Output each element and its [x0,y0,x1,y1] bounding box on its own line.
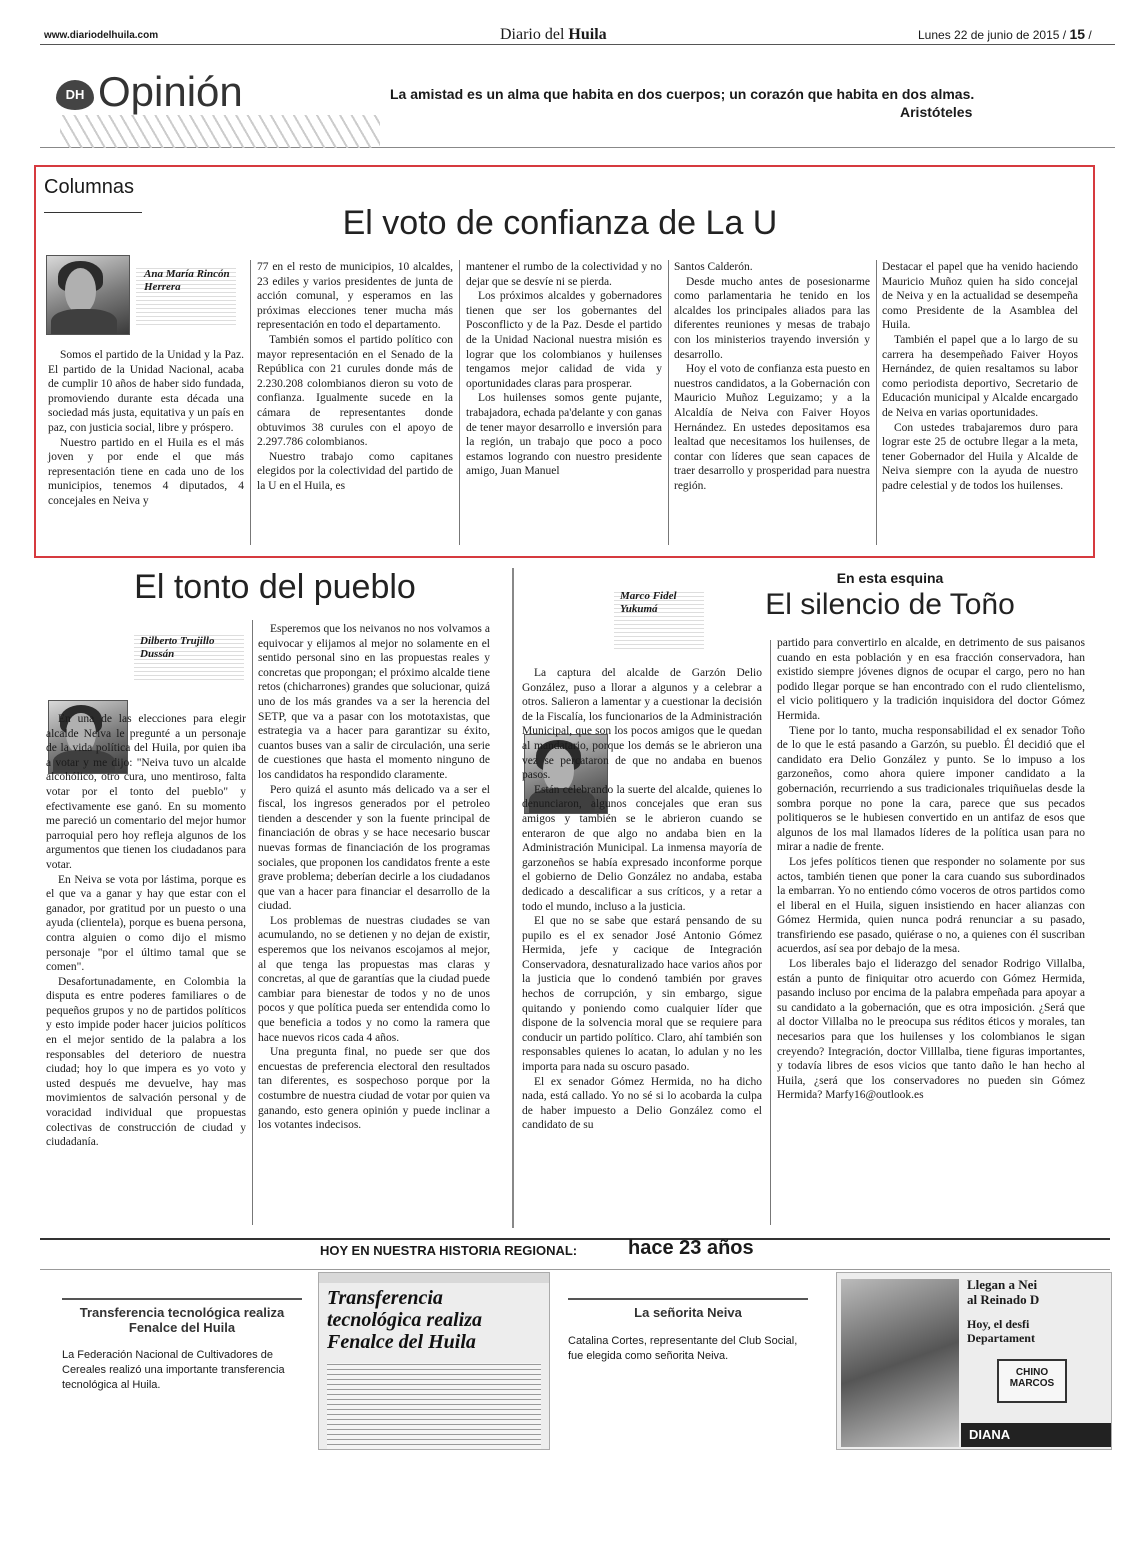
column-divider [459,260,460,545]
column3-col2 [777,636,1085,1103]
paragraph: mantener el rumbo de la colectividad y no dejar que se desvíe ni se pierda. [466,261,662,288]
column3-headline: El silencio de Toño [765,588,1015,621]
paragraph: Una pregunta final, no puede ser que dos encuestas de preferencia electoral den resultados tan diferentes, es sospechoso porque por la costumbre de nuestra ciudad de votar por quien va ganando, esto genera opinión y puede inclinar a los votantes indecisos. [258,1046,490,1132]
paragraph: Santos Calderón. [674,261,753,273]
column1-col2 [257,260,453,494]
paragraph: Los próximos alcaldes y gobernadores tienen que ser los gobernantes del Posconflicto y de la Paz. Desde el partido de la Unidad Nacional nuestra misión es lograr que los colombianos y huilenses tengamos mejor calidad de vida y oportunidades claras para prosperar. [466,290,662,390]
paragraph: Los huilenses somos gente pujante, trabajadora, echada pa'delante y con ganas de tener mayor desarrollo e inversión para la región, un trabajo que poco a poco estamos logrando con nuestro presidente amigo, Juan Manuel [466,392,662,478]
clip2-line1: Llegan a Nei [967,1277,1038,1292]
paragraph: Hoy el voto de confianza esta puesto en nuestros candidatos, a la Gobernación con Mauricio Muñoz Leguizamo; y a la Alcaldía de Neiva con Faiver Hoyos Hernández. En ustedes depositamos esa lealtad que necesitamos los huilenses, de contar con líderes que sean capaces de traer desarrollo y prosperidad para nuestra región. [674,363,870,492]
clip2-sub2: Departament [967,1331,1035,1345]
newspaper-name [500,26,607,44]
newspaper-name-bold: Huila [568,26,607,43]
column1-col5 [882,260,1078,494]
paragraph: Pero quizá el asunto más delicado va a ser el fiscal, los ingresos generados por el petroleo tienden a descender y son la fuente principal de financiación de obras y se hace necesario buscar nuevas formas de financiación de los programas sociales, que proponen los candidatos frente a este grave problema; deberían decirle a los ciudadanos que van a hacer para financiar el desarrollo de la ciudad. [258,783,490,913]
column-divider [250,260,251,545]
paragraph: Nuestro trabajo como capitanes elegidos por la colectividad del partido de la U en el Huila, es [257,450,453,492]
history-hace: hace 23 años [628,1237,754,1259]
date-text: Lunes 22 de junio de 2015 [918,28,1060,42]
paragraph: Tiene por lo tanto, mucha responsabilidad el ex senador Toño de lo que le está pasando a Garzón, su pueblo. Él decidió que el candidato era Delio González y punto. Se lo impuso a los garzoneños, como ahora quiere imponer candidato a la gobernación, recurriendo a sus tradicionales triquiñuelas desde la sombra porque no pone la cara, parece que sus pecados politiqueros se le hubiesen convertido en un antifaz de esos que algunos de los mal llamados líderes de la política usan para no mirar a nadie de frente. [777,724,1085,854]
author-name: Dilberto Trujillo Dussán [134,635,244,683]
history-rule [568,1298,808,1300]
dh-logo: DH [56,80,94,110]
paragraph: También el papel que a lo largo de su carrera ha desempeñado Faiver Hoyos Hernández, de quien resaltamos su labor como periodista deportivo, Secretario de Educación municipal y Alcalde encargado de Neiva en varias oportunidades. [882,333,1078,419]
paragraph: Esperemos que los neivanos no nos volvamos a equivocar y elijamos al mejor no solamente en el sentido personal sino en las propuestas reales y concretas que propongan; el próximo alcalde tiene retos (chicharrones) grandes que solucionar, quizá uno de los más grandes va a ser la herencia del SETP, que va a pasar con los mototaxistas, que estrategia va a hacer para garantizar su éxito, cuantos buses van a salir de circulación, una serie de cuestiones que hasta el momento ninguno de los candidatos ha respondido claramente. [258,623,490,781]
page-number: 15 [1069,26,1086,42]
section-quote: La amistad es un alma que habita en dos cuerpos; un corazón que habita en dos almas. [390,86,975,102]
column1-col3 [466,260,662,479]
author-name: Marco Fidel Yukumá [614,590,704,652]
clip2-sub1: Hoy, el desfi [967,1317,1030,1331]
paragraph: El ex senador Gómez Hermida, no ha dicho nada, está callado. Yo no sé si lo acobarda la culpa de haber impuesto a Delio González como el candidato de su [522,1075,762,1132]
paragraph: Están celebrando la suerte del alcalde, quienes lo denunciaron, algunos concejales que eran sus amigos y también se le abrieron cuando se enteraron de que algo no andaba bien en la Administración Municipal. La inmensa mayoría de garzoneños se había expresado inconforme porque el gobierno de Delio González no andaba, estaba dedicado a descalificar a sus críticos, y a retar a todo el mundo, incluso a la justicia. [522,783,762,913]
history-item2-text: Catalina Cortes, representante del Club Social, fue elegida como señorita Neiva. [568,1335,798,1362]
column1-headline: El voto de confianza de La U [342,204,778,242]
column-divider [770,640,771,1225]
column2-headline: El tonto del pueblo [134,568,416,606]
paragraph: Con ustedes trabajaremos duro para lograr este 25 de octubre llegar a la meta, tener Gobernador del Huila y Alcalde de Neiva siempre con la ayuda de nuestro padre celestial y de todos los huilenses. [882,421,1078,492]
column3-col1 [522,666,762,1133]
paragraph: partido para convertirlo en alcalde, en detrimento de sus paisanos cuando en esta población y en esa fracción conservadora, han existido siempre jóvenes dignos de ocupar el cargo, pero no han podido llegar porque se han encontrado con el rudo clientelismo, el vicio politiquero y la tradición inquisidora del doctor Gómez Hermida. [777,637,1085,722]
clipping-headline [967,1277,1039,1307]
history-rule [62,1298,302,1300]
column-divider [252,620,253,1225]
section-title: Opinión [98,68,243,115]
column-divider [876,260,877,545]
paragraph: Los liberales bajo el liderazgo del senador Rodrigo Villalba, están a punto de finiquitar otro acuerdo con Gómez Hermida, pasando incluso por encima de la palabra empeñada para apoyar a su candidato a la gobernación, que es otra imposición. ¿Será que al doctor Villalba no le preocupa sus réditos éticos y morales, tan necesarios para que los huilenses y los colombianos le sigan creyendo? Integración, doctor Villlalba, tiene figuras importantes, y todavía libres de esos vicios que tanto daño le han hecho al Huila, ¿será que los conservadores no pueden sin Gómez Hermida? Marfy16@outlook.es [777,958,1085,1102]
paragraph: Destacar el papel que ha venido haciendo Mauricio Muñoz quien ha sido concejal de Neiva y en la actualidad se desempeña como Presidente de la Asamblea del Huila. [882,261,1078,332]
columnas-rule [44,212,142,213]
column2-col1 [46,712,246,1150]
clip2-line2: al Reinado D [967,1292,1040,1307]
clipping-headline: Transferencia tecnológica realiza Fenalce del Huila [327,1287,482,1353]
paragraph: Los jefes políticos tienen que responder no solamente por sus actos, también tienen que poner la cara cuando sus subordinados la embarran. Yo no entiendo cómo voceros de otros partidos como el liberal en el Huila, siguen insistiendo en hacer alianzas con Gómez Hermida, quien nunca podrá renunciar a su pasado, transfiriendo ese pasado, quiérase o no, a quienes con él suscriban acuerdos, así sea por debajo de la mesa. [777,855,1085,956]
section-divider [512,568,514,1228]
paragraph: En Neiva se vota por lástima, porque es el que va a ganar y hay que estar con el ganador, por gratitud por un puesto o una ayuda (clientela), porque es buena persona, contra alguien o como dijo el mismo personaje "por el último tamal que se comen". [46,873,246,974]
site-url[interactable]: www.diariodelhuila.com [44,30,159,41]
author-name: Ana María Rincón Herrera [136,268,236,328]
quote-author: Aristóteles [900,104,973,120]
column1-col4 [674,260,870,494]
header-rule [40,44,1115,45]
author-photo [46,255,130,335]
history-clipping-1 [318,1272,550,1450]
column1-col1 [48,348,244,509]
paragraph: La captura del alcalde de Garzón Delio González, puso a llorar a algunos y a celebrar a otros. Salieron a lamentar y a cuestionar la decisión de la Fiscalía, los funcionarios de la Administración Municipal, que son los pocos amigos que le quedan al mandatario, porque los demás se le abrieron una vez se percataron de que no andaba en buenos pasos. [522,667,762,782]
paragraph: Desde mucho antes de posesionarme como parlamentaria he tenido en los alcaldes los principales aliados para las diferentes reuniones y mesas de trabajo con los ministerios trayendo inversión y desarrollo. [674,275,870,361]
columnas-label: Columnas [44,176,135,198]
issue-date: Lunes 22 de junio de 2015 / 15 / [918,26,1092,42]
history-label: HOY EN NUESTRA HISTORIA REGIONAL: [320,1243,578,1258]
history-item1-text: La Federación Nacional de Cultivadores de Cereales realizó una importante transferencia tecnológica al Huila. [62,1349,285,1391]
paragraph: El que no se sabe que estará pensando de su pupilo es el ex senador José Antonio Gómez Hermida, jefe y cacique de Integración Conservadora, desnaturalizado hace varios años por la justicia que lo condenó también por graves hechos de corrupción, y sin embargo, sigue quitando y poniendo como cualquier líder que dispone de la solvencia moral que se requiere para conducir un partido político. Claro, ahí también son responsables quienes lo acatan, lo adulan y no les importa para nada su oscuro pasado. [522,915,762,1074]
clipping-photo [841,1279,959,1447]
paragraph: También somos el partido político con mayor representación en el Senado de la República con 21 curules donde más de 2.230.208 colombianos dieron su voto de confianza. Igualmente sucede en la cámara de representantes donde obtuvimos 38 curules con el apoyo de 2.297.786 colombianos. [257,333,453,449]
paragraph: Los problemas de nuestras ciudades se van acumulando, no se detienen y no dejan de existir, esperemos que los neivanos escojamos al mejor, al que tenga las propuestas mas claras y concretas, al que de garantías que la ciudad puede cambiar para bienestar de todos y no de unos pocos y que política pueda ser entendida como lo que beneficia a todos y no como la ramera que hace nuevos ricos cada 4 años. [258,914,490,1044]
column2-col2 [258,622,490,1133]
section-hatch [60,115,380,148]
paragraph: En una de las elecciones para elegir alcalde Neiva le pregunté a un personaje de la vida política del Huila, por quien iba a votar y me dijo: "Neiva tuvo un alcalde alcohólico, otro cura, uno mentiroso, falta votar por el tonto del pueblo" y efectivamente ese ganó. En su momento me pareció un comentario del mejor humor parroquial pero hoy refleja algunos de los argumentos que tienen los ciudadanos para votar. [46,713,246,871]
history-clipping-2 [836,1272,1112,1450]
paragraph: Desafortunadamente, en Colombia la disputa es entre poderes familiares o de pequeños grupos y no de partidos políticos y esto impide poder hacer juicios políticos en el mejor sentido de la palabra a los responsables del deterioro de nuestra ciudad; hoy lo que impera es yo voto y usted después me devuelve, hay mas movimientos de salvación personal y de voracidad individual que propuestas colectivas de construcción de ciudad y ciudadanía. [46,975,246,1149]
paragraph: Somos el partido de la Unidad y la Paz. El partido de la Unidad Nacional, acaba de cumplir 10 años de haber sido fundada, promoviendo durante esta década una sociedad más justa, equitativa y un país en paz, con justicia social, libre y próspero. [48,349,244,434]
newspaper-prefix: Diario del [500,26,569,43]
clipping-ad: CHINO MARCOS [997,1359,1067,1403]
paragraph: 77 en el resto de municipios, 10 alcaldes, 23 ediles y varios presidentes de junta de acción comunal, y esperamos en las próximas elecciones tener mucha más representación en todo el departamento. [257,261,453,332]
clipping-subhead [967,1317,1035,1345]
history-item1-title: Transferencia tecnológica realiza Fenalce del Huila [79,1305,285,1335]
column-divider [668,260,669,545]
column3-kicker: En esta esquina [836,570,944,586]
clipping-brand: DIANA [961,1423,1111,1447]
paragraph: Nuestro partido en el Huila es el más joven y por ende el que más representación tiene en cada uno de los municipios, tenemos 4 diputados, 4 concejales en Neiva y [48,436,244,507]
history-item2-title: La señorita Neiva [634,1305,742,1320]
clipping-body [327,1363,541,1450]
